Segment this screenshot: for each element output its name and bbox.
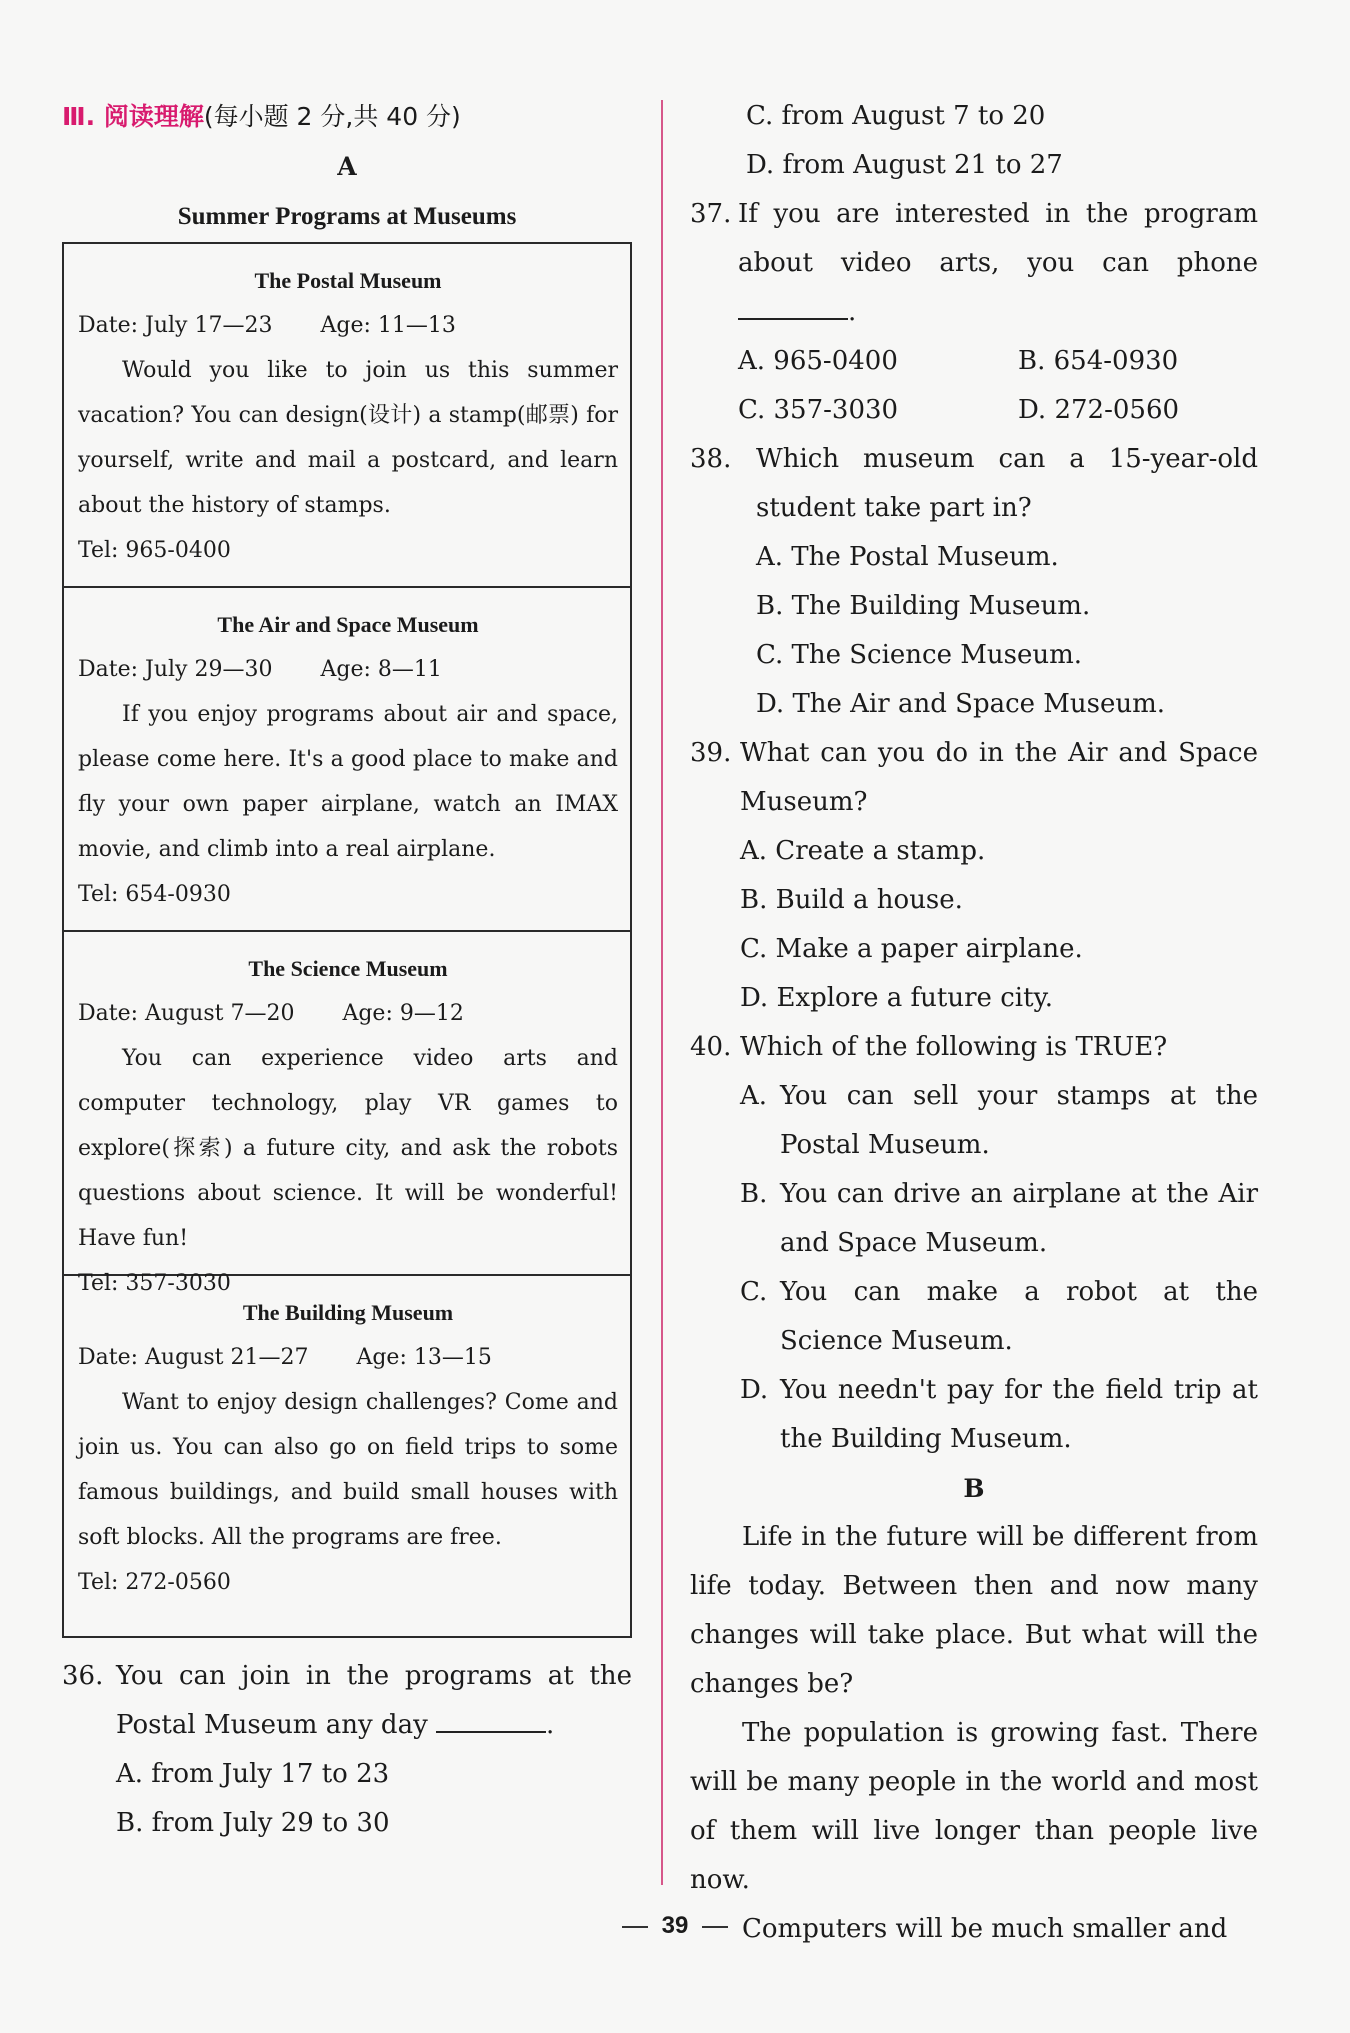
question-end-punct: .: [546, 1710, 555, 1740]
question-number: 36.: [62, 1661, 104, 1691]
page-footer: [0, 1912, 1350, 1940]
option-a[interactable]: A. Create a stamp.: [740, 836, 986, 866]
museum-tel: Tel: 654-0930: [78, 882, 231, 907]
passage-paragraph: Computers will be much smaller and: [742, 1914, 1228, 1944]
question-text: [738, 190, 1258, 337]
column-divider: [661, 100, 663, 1885]
museum-tel: Tel: 357-3030: [78, 1271, 231, 1296]
option-b[interactable]: B. from July 29 to 30: [116, 1808, 390, 1838]
museum-tel: Tel: 965-0400: [78, 538, 231, 563]
answer-blank[interactable]: [436, 1701, 546, 1733]
section-heading: [62, 92, 632, 142]
passage-paragraph: Life in the future will be different from life today. Between then and now many changes will take place. But what will the changes be?: [690, 1522, 1258, 1699]
section-numeral: Ⅲ: [62, 102, 86, 131]
option-c[interactable]: [690, 1268, 1258, 1366]
museum-age: Age: 11—13: [320, 313, 456, 338]
museum-description: You can experience video arts and computer technology, play VR games to explore(探索) a future city, and ask the robots questions about science. It will be wonderful! Have fun!: [78, 1046, 618, 1251]
option-text: You can make a robot at the Science Museum.: [780, 1277, 1258, 1356]
museum-age: Age: 9—12: [342, 1001, 464, 1026]
question-stem: [690, 190, 1258, 337]
part-a-letter: A: [337, 152, 357, 181]
question-39: [690, 729, 1258, 1023]
museum-description: Want to enjoy design challenges? Come and join us. You can also go on field trips to some famous buildings, and build small houses with soft blocks. All the programs are free.: [78, 1390, 618, 1550]
museum-meta: [78, 1335, 618, 1380]
museum-table: [62, 242, 632, 1638]
museum-name: The Science Museum: [248, 956, 448, 981]
museum-tel: Tel: 272-0560: [78, 1570, 231, 1595]
question-38: [690, 435, 1258, 729]
museum-science: [64, 932, 630, 1296]
museum-date: Date: July 17—23: [78, 313, 273, 338]
option-a[interactable]: A. from July 17 to 23: [116, 1759, 390, 1789]
question-end-punct: .: [848, 297, 857, 327]
option-b[interactable]: [690, 1170, 1258, 1268]
question-number: 37.: [690, 199, 732, 229]
option-letter: A.: [740, 1081, 768, 1111]
question-text: Which of the following is TRUE?: [740, 1032, 1168, 1062]
question-stem-text: You can join in the programs at the Postal Museum any day: [116, 1661, 632, 1740]
museum-meta: [78, 303, 618, 348]
museum-name: The Air and Space Museum: [217, 612, 479, 637]
question-37: [690, 190, 1258, 435]
museum-age: Age: 8—11: [320, 657, 442, 682]
question-number: 40.: [690, 1032, 732, 1062]
option-letter: D.: [740, 1375, 769, 1405]
option-a[interactable]: [690, 1072, 1258, 1170]
museum-date: Date: August 21—27: [78, 1345, 309, 1370]
left-column: [62, 92, 632, 1848]
option-d[interactable]: [690, 1366, 1258, 1464]
question-stem: [690, 1023, 1258, 1072]
museum-age: Age: 13—15: [356, 1345, 492, 1370]
option-b[interactable]: B. 654-0930: [1018, 346, 1179, 376]
question-40: [690, 1023, 1258, 1464]
museum-description: Would you like to join us this summer vacation? You can design(设计) a stamp(邮票) for yourself, write and mail a postcard, and learn about the history of stamps.: [78, 358, 618, 518]
option-c[interactable]: C. The Science Museum.: [756, 640, 1083, 670]
section-title: . 阅读理解: [85, 102, 204, 131]
museum-date: Date: August 7—20: [78, 1001, 295, 1026]
right-column: [690, 92, 1258, 1954]
museum-name: The Postal Museum: [254, 268, 442, 293]
question-stem: [690, 435, 1258, 533]
option-d[interactable]: D. from August 21 to 27: [746, 150, 1063, 180]
option-b[interactable]: B. Build a house.: [740, 885, 963, 915]
question-number: 39.: [690, 738, 732, 768]
question-text: [116, 1652, 632, 1750]
question-number: 38.: [690, 444, 732, 474]
option-text: You can sell your stamps at the Postal Museum.: [780, 1081, 1258, 1160]
option-c[interactable]: C. 357-3030: [738, 395, 899, 425]
option-d[interactable]: D. The Air and Space Museum.: [756, 689, 1166, 719]
museum-name: The Building Museum: [242, 1300, 454, 1325]
part-b-letter: B: [963, 1474, 985, 1503]
option-d[interactable]: D. Explore a future city.: [740, 983, 1054, 1013]
option-text: You can drive an airplane at the Air and Space Museum.: [780, 1179, 1258, 1258]
question-stem-text: If you are interested in the program about video arts, you can phone: [738, 199, 1258, 278]
option-c[interactable]: C. from August 7 to 20: [746, 101, 1046, 131]
question-36-continued: [690, 92, 1258, 190]
museum-date: Date: July 29—30: [78, 657, 273, 682]
question-text: What can you do in the Air and Space Museum?: [740, 738, 1258, 817]
question-stem: [62, 1652, 632, 1750]
museum-meta: [78, 991, 618, 1036]
museum-air-space: [64, 588, 630, 932]
question-36: [62, 1652, 632, 1848]
option-text: You needn't pay for the field trip at the Building Museum.: [780, 1375, 1258, 1454]
passage-title: Summer Programs at Museums: [177, 203, 517, 230]
option-letter: B.: [740, 1179, 768, 1209]
option-a[interactable]: A. 965-0400: [738, 346, 898, 376]
museum-building: [64, 1276, 630, 1636]
option-letter: C.: [740, 1277, 768, 1307]
option-a[interactable]: A. The Postal Museum.: [756, 542, 1059, 572]
passage-paragraph: The population is growing fast. There will be many people in the world and most of them will live longer than people live now.: [690, 1718, 1258, 1895]
question-stem: [690, 729, 1258, 827]
option-grid: [690, 337, 1258, 435]
section-note: (每小题 2 分,共 40 分): [203, 102, 461, 131]
option-d[interactable]: D. 272-0560: [1018, 395, 1180, 425]
footer-dash: [702, 1926, 728, 1928]
museum-description: If you enjoy programs about air and space, please come here. It's a good place to make and fly your own paper airplane, watch an IMAX movie, and climb into a real airplane.: [78, 702, 618, 862]
footer-dash: [622, 1926, 648, 1928]
question-text: Which museum can a 15-year-old student take part in?: [756, 444, 1258, 523]
option-c[interactable]: C. Make a paper airplane.: [740, 934, 1083, 964]
answer-blank[interactable]: [738, 288, 848, 320]
museum-meta: [78, 647, 618, 692]
museum-postal: [64, 244, 630, 588]
page-number: 39: [661, 1912, 689, 1939]
option-b[interactable]: B. The Building Museum.: [756, 591, 1091, 621]
